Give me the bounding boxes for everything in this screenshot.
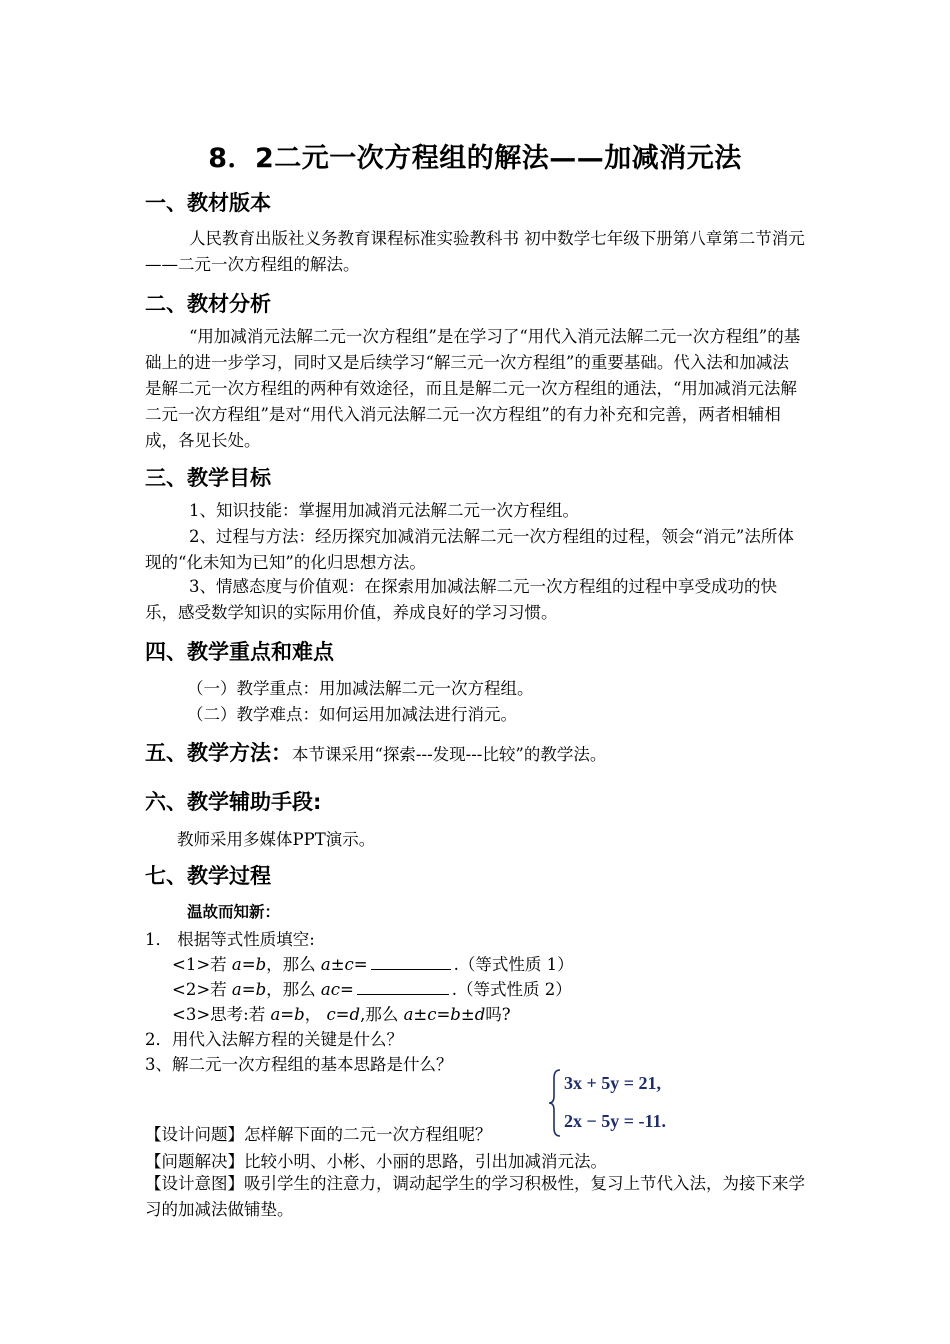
question-2: 2．用代入法解方程的关键是什么？ bbox=[145, 1030, 403, 1049]
answer-blank-2[interactable] bbox=[357, 979, 449, 995]
design-intent: 【设计意图】吸引学生的注意力，调动起学生的学习积极性，复习上节代入法，为接下来学习的加减法做铺垫。 bbox=[145, 1174, 805, 1219]
goal-knowledge: 1、知识技能：掌握用加减消元法解二元一次方程组。 bbox=[189, 501, 579, 520]
question-1-item-3: <3>思考:若 a=b， c=d,那么 a±c=b±d吗? bbox=[172, 1005, 511, 1024]
question-1: 1． 根据等式性质填空: bbox=[145, 930, 315, 949]
design-question: 【设计问题】怎样解下面的二元一次方程组呢？ bbox=[145, 1125, 492, 1144]
difficult-point: （二）教学难点：如何运用加减法进行消元。 bbox=[187, 705, 517, 724]
goal-process: 2、过程与方法：经历探究加减消元法解二元一次方程组的过程，领会“消元”法所体现的“化未知为已知”的化归思想方法。 bbox=[145, 527, 794, 572]
equation-line-2: 2x − 5y = -11. bbox=[564, 1111, 667, 1131]
review-title: 温故而知新： bbox=[187, 903, 281, 921]
heading-textbook-edition: 一、教材版本 bbox=[145, 191, 271, 215]
question-1-item-1: <1>若 a=b，那么 a±c= .（等式性质 1） bbox=[172, 955, 574, 974]
equation-system bbox=[547, 1066, 677, 1140]
teaching-method-text: 本节课采用“探索---发现---比较”的教学法。 bbox=[292, 745, 607, 764]
left-brace bbox=[549, 1070, 560, 1136]
heading-teaching-aids: 六、教学辅助手段: bbox=[145, 790, 322, 814]
textbook-edition-text: 人民教育出版社义务教育课程标准实验教科书 初中数学七年级下册第八章第二节消元——二元一次方程组的解法。 bbox=[145, 229, 805, 274]
heading-teaching-process: 七、教学过程 bbox=[145, 864, 271, 888]
heading-teaching-method: 五、教学方法： bbox=[145, 741, 292, 765]
heading-textbook-analysis: 二、教材分析 bbox=[145, 292, 271, 316]
equation-system-graphic bbox=[547, 1066, 677, 1140]
key-point: （一）教学重点：用加减法解二元一次方程组。 bbox=[187, 679, 534, 698]
question-1-item-2: <2>若 a=b，那么 ac= .（等式性质 2） bbox=[172, 980, 572, 999]
textbook-analysis-text: “用加减消元法解二元一次方程组”是在学习了“用代入消元法解二元一次方程组”的基础上的进一步学习，同时又是后续学习“解三元一次方程组”的重要基础。代入法和加减法是解二元一次方程组的两种有效途径，而且是解二元一次方程组的通法，“用加减消元法解二元一次方程组”是对“用代入消元法解二元一次方程组”的有力补充和完善，两者相辅相成，各见长处。 bbox=[145, 327, 801, 450]
teaching-aids-text: 教师采用多媒体PPT演示。 bbox=[177, 830, 376, 849]
answer-blank-1[interactable] bbox=[371, 954, 451, 970]
goal-attitude: 3、情感态度与价值观：在探索用加减法解二元一次方程组的过程中享受成功的快乐，感受数学知识的实际用价值，养成良好的学习习惯。 bbox=[145, 577, 777, 622]
problem-solving: 【问题解决】比较小明、小彬、小丽的思路，引出加减消元法。 bbox=[145, 1152, 607, 1171]
heading-key-and-difficult: 四、教学重点和难点 bbox=[145, 640, 334, 664]
teaching-method-row bbox=[145, 737, 606, 767]
heading-teaching-goals: 三、教学目标 bbox=[145, 466, 271, 490]
equation-line-1: 3x + 5y = 21, bbox=[564, 1073, 662, 1093]
page-title: 8．2二元一次方程组的解法——加减消元法 bbox=[208, 143, 742, 174]
question-3: 3、解二元一次方程组的基本思路是什么？ bbox=[145, 1055, 453, 1074]
